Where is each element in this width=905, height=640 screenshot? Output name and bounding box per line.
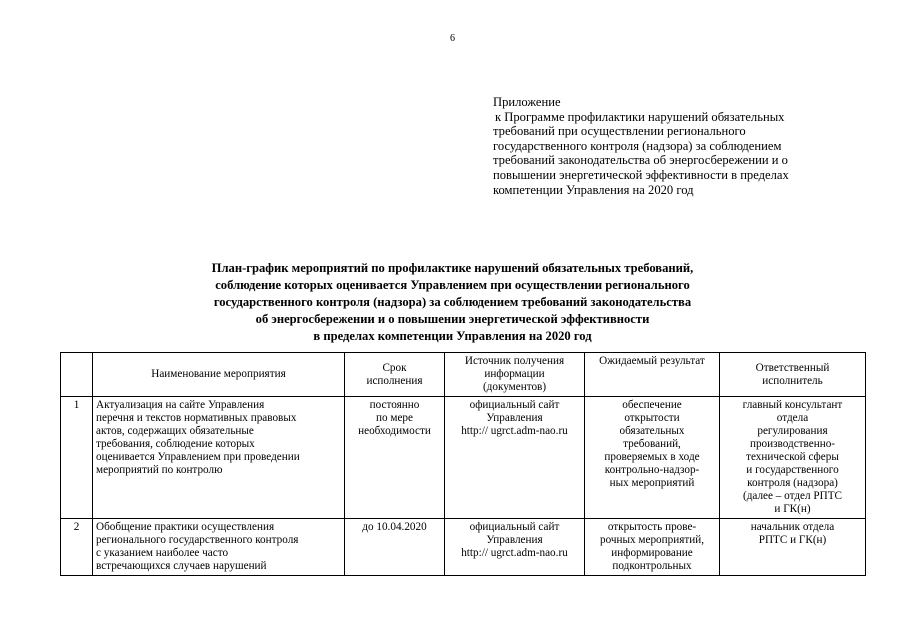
row-term: до 10.04.2020 xyxy=(345,519,445,576)
row-responsible: главный консультант отдела регулирования производственно- технической сферы и государственного контроля (надзора) (далее – отдел РПТС и ГК(н) xyxy=(720,397,866,519)
table-row xyxy=(61,519,866,576)
activity-plan-table xyxy=(60,352,866,576)
row-activity-name: Обобщение практики осуществления регионального государственного контроля с указанием наиболее часто встречающихся случаев нарушений xyxy=(93,519,345,576)
row-expected-result: обеспечение открытости обязательных требований, проверяемых в ходе контрольно-надзор- ных мероприятий xyxy=(585,397,720,519)
row-number: 2 xyxy=(61,519,93,576)
header-source: Источник получения информации (документов) xyxy=(445,353,585,397)
table-header-row xyxy=(61,353,866,397)
row-source: официальный сайт Управления http:// ugrct.adm-nao.ru xyxy=(445,397,585,519)
header-number xyxy=(61,353,93,397)
appendix-line: компетенции Управления на 2020 год xyxy=(493,182,694,197)
appendix-line: повышении энергетической эффективности в пределах xyxy=(493,167,789,182)
appendix-note xyxy=(493,95,838,197)
title-line: в пределах компетенции Управления на 2020 год xyxy=(313,329,592,343)
appendix-line: Приложение xyxy=(493,95,561,109)
row-expected-result: открытость прове- рочных мероприятий, информирование подконтрольных xyxy=(585,519,720,576)
title-line: об энергосбережении и о повышении энергетической эффективности xyxy=(255,312,650,326)
title-line: государственного контроля (надзора) за соблюдением требований законодательства xyxy=(213,295,692,309)
header-expected-result: Ожидаемый результат xyxy=(585,353,720,397)
row-term: постоянно по мере необходимости xyxy=(345,397,445,519)
row-activity-name: Актуализация на сайте Управления перечня и текстов нормативных правовых актов, содержащих обязательные требования, соблюдение которых оценивается Управлением при проведении мероприятий по контролю xyxy=(93,397,345,519)
row-source: официальный сайт Управления http:// ugrct.adm-nao.ru xyxy=(445,519,585,576)
appendix-line: государственного контроля (надзора) за соблюдением xyxy=(493,138,782,153)
header-responsible: Ответственный исполнитель xyxy=(720,353,866,397)
title-line: План-график мероприятий по профилактике нарушений обязательных требований, xyxy=(211,261,694,275)
header-activity-name: Наименование мероприятия xyxy=(93,353,345,397)
appendix-line: требований законодательства об энергосбережении и о xyxy=(493,153,788,168)
title-line: соблюдение которых оценивается Управлением при осуществлении регионального xyxy=(215,278,690,292)
appendix-line: к Программе профилактики нарушений обязательных xyxy=(495,109,785,124)
header-term: Срок исполнения xyxy=(345,353,445,397)
row-number: 1 xyxy=(61,397,93,519)
appendix-line: требований при осуществлении регионального xyxy=(493,124,746,139)
page-number: 6 xyxy=(450,33,455,44)
table-row xyxy=(61,397,866,519)
document-title xyxy=(0,260,905,345)
row-responsible: начальник отдела РПТС и ГК(н) xyxy=(720,519,866,576)
